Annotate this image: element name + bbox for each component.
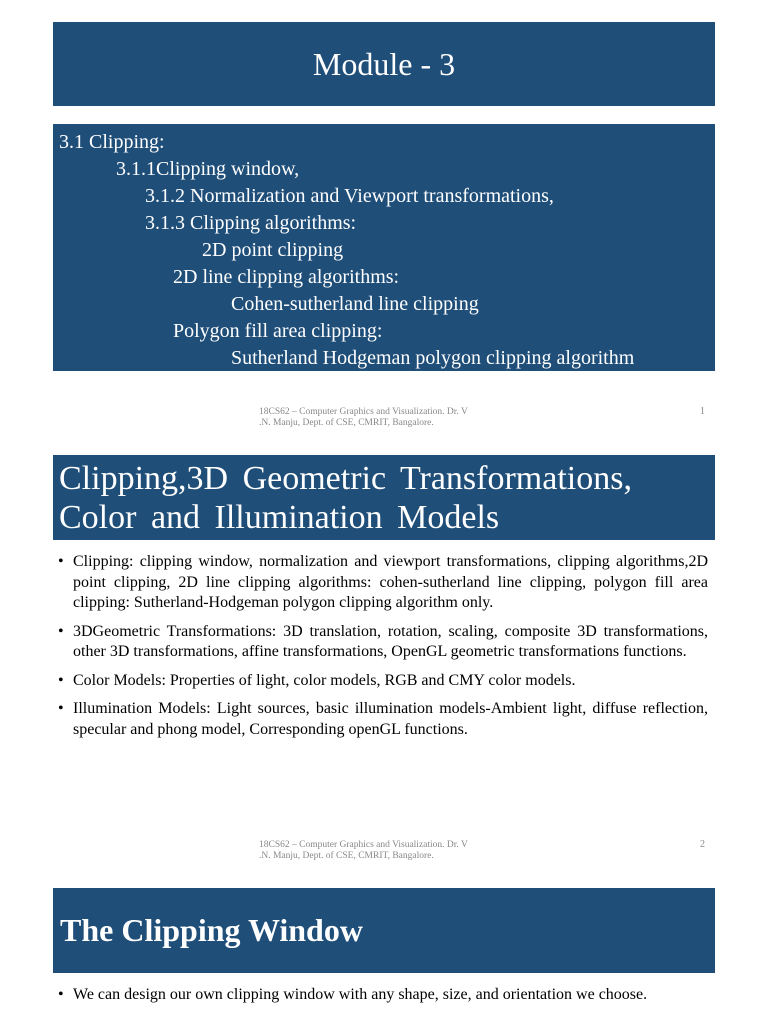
slide2-footer bbox=[259, 840, 509, 862]
footer-line: .N. Manju, Dept. of CSE, CMRIT, Bangalore. bbox=[259, 418, 434, 428]
bullet-icon: • bbox=[58, 700, 64, 717]
toc-item: Polygon fill area clipping: bbox=[173, 320, 383, 342]
slide2-page-number: 2 bbox=[700, 839, 705, 850]
bullet-icon: • bbox=[58, 553, 64, 570]
slide2-title-box bbox=[53, 455, 715, 540]
bullet-text: 3DGeometric Transformations: 3D translation, rotation, scaling, composite 3D transformations, other 3D transformations, affine transformations, OpenGL geometric transformations functions. bbox=[73, 622, 708, 660]
footer-line: 18CS62 – Computer Graphics and Visualization. Dr. V bbox=[259, 407, 468, 417]
slide1-title: Module - 3 bbox=[312, 45, 456, 82]
toc-item: Cohen-sutherland line clipping bbox=[231, 293, 479, 315]
slide3-title: The Clipping Window bbox=[60, 912, 363, 948]
footer-line: .N. Manju, Dept. of CSE, CMRIT, Bangalore. bbox=[259, 851, 434, 861]
slide1-title-box bbox=[53, 22, 715, 106]
toc-item: 3.1.2 Normalization and Viewport transformations, bbox=[145, 185, 554, 207]
bullet-item bbox=[58, 552, 708, 614]
slide3-bullet-list bbox=[58, 985, 708, 1014]
bullet-text: Clipping: clipping window, normalization and viewport transformations, clipping algorithms,2D point clipping, 2D line clipping algorithms: cohen-sutherland line clipping, polygon fill area clipping: Sutherland-Hodgeman polygon clipping algorithm only. bbox=[73, 553, 708, 611]
slide2-title-line2: Color and Illumination Models bbox=[59, 499, 500, 536]
slide1-toc-box bbox=[53, 124, 715, 371]
slide1-page-number: 1 bbox=[700, 406, 705, 417]
bullet-icon: • bbox=[58, 622, 64, 640]
toc-item: 3.1.1Clipping window, bbox=[116, 158, 300, 180]
bullet-item bbox=[58, 985, 708, 1006]
slide3-title-box bbox=[53, 888, 715, 973]
bullet-text: Illumination Models: Light sources, basic illumination models-Ambient light, diffuse reflection, specular and phong model, Corresponding openGL functions. bbox=[73, 700, 708, 738]
bullet-text: Color Models: Properties of light, color models, RGB and CMY color models. bbox=[73, 671, 576, 689]
toc-item: 3.1.3 Clipping algorithms: bbox=[145, 212, 357, 234]
slide2-title-line1: Clipping,3D Geometric Transformations, bbox=[59, 460, 632, 497]
toc-item: Sutherland Hodgeman polygon clipping algorithm bbox=[231, 347, 635, 369]
bullet-item bbox=[58, 671, 708, 692]
toc-item: 3.1 Clipping: bbox=[59, 131, 165, 153]
bullet-item bbox=[58, 699, 708, 740]
toc-item: 2D point clipping bbox=[202, 239, 344, 261]
bullet-text: We can design our own clipping window with any shape, size, and orientation we choose. bbox=[73, 986, 648, 1003]
footer-line: 18CS62 – Computer Graphics and Visualization. Dr. V bbox=[259, 840, 468, 850]
bullet-icon: • bbox=[58, 986, 64, 1003]
slide2-bullet-list bbox=[58, 552, 708, 748]
toc-item: 2D line clipping algorithms: bbox=[173, 266, 400, 288]
bullet-item bbox=[58, 622, 708, 663]
bullet-icon: • bbox=[58, 671, 64, 689]
slide1-footer bbox=[259, 407, 509, 429]
